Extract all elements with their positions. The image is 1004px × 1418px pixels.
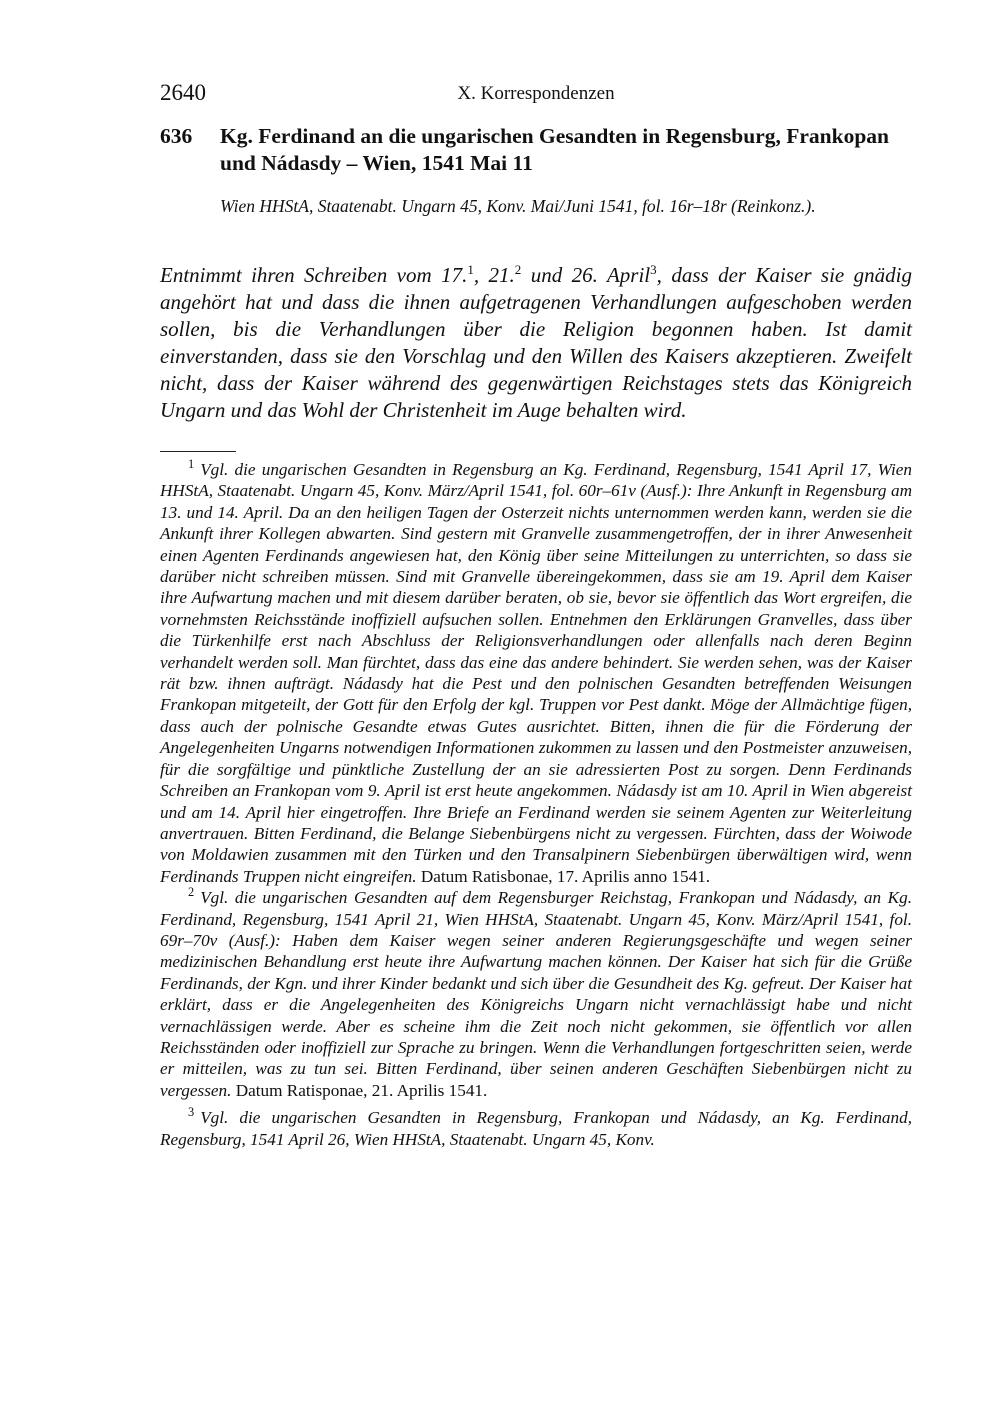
footnote-text: Vgl. die ungarischen Gesandten in Regensburg an Kg. Ferdinand, Regensburg, 1541 April 17, Wien HHStA, Staatenabt. Ungarn 45, Konv. März/April 1541, fol. 60r–61v (Ausf.): Ihre Ankunft in Regensburg am 13. und 14. April. Da an den heiligen Tagen der Osterzeit nichts unternommen werden kann, werden sie die Ankunft ihrer Kollegen abwarten. Sind gestern mit Granvelle zusammengetroffen, der in ihrer Anwesenheit einen Agenten Ferdinands angewiesen hat, den König über seine Mitteilungen zu unterrichten, so dass sie darüber nicht schreiben müssen. Sind mit Granvelle übereingekommen, dass sie am 19. April dem Kaiser ihre Aufwartung machen und mit diesem darüber beraten, ob sie, bevor sie öffentlich das Wort ergreifen, die vornehmsten Reichsstände inoffiziell aufsuchen sollen. Entnehmen den Erklärungen Granvelles, dass über die Türkenhilfe erst nach Abschluss der Religionsverhandlungen oder allenfalls nach deren Beginn verhandelt werden soll. Man fürchtet, dass das eine das andere behindert. Sie werden sehen, was der Kaiser rät bzw. ihnen aufträgt. Nádasdy hat die Pest und den polnischen Gesandten betreffenden Weisungen Frankopan mitgeteilt, der Gott für den Erfolg der kgl. Truppen vor Pest dankt. Möge der Allmächtige fügen, dass auch der polnische Gesandte etwas Gutes ausrichtet. Bitten, ihnen die für die Förderung der Angelegenheiten Ungarns notwendigen Informationen zukommen zu lassen und den Postmeister anzuweisen, für die sorgfältige und pünktliche Zustellung der an sie adressierten Post zu sorgen. Denn Ferdinands Schreiben an Frankopan vom 9. April ist erst heute angekommen. Nádasdy ist am 10. April in Wien abgereist und am 14. April hier eingetroffen. Ihre Briefe an Ferdinand werden sie seinem Agenten zur Weiterleitung anvertrauen. Bitten Ferdinand, die Belange Siebenbürgens nicht zu vergessen. Fürchten, dass der Woiwode von Moldawien zusammen mit den Türken und den Transalpinern Siebenbürgen überwältigen wird, wenn Ferdinands Truppen nicht eingreifen.	[160, 460, 912, 886]
footnote-divider	[160, 451, 236, 452]
footnote-marker: 1	[188, 457, 195, 472]
footnote-ref-1[interactable]: 1	[467, 262, 474, 277]
document-title: Kg. Ferdinand an die ungarischen Gesandten in Regensburg, Frankopan und Nádasdy – Wien, 1541 Mai 11	[220, 124, 890, 175]
footnote-2	[160, 887, 912, 1101]
footnote-text: Vgl. die ungarischen Gesandten in Regensburg, Frankopan und Nádasdy, an Kg. Ferdinand, Regensburg, 1541 April 26, Wien HHStA, Staatenabt. Ungarn 45, Konv.	[160, 1108, 912, 1149]
document-number: 636	[160, 124, 193, 148]
footnote-dating: Datum Ratisponae, 21. Aprilis 1541.	[235, 1080, 488, 1100]
running-title: X. Korrespondenzen	[457, 83, 615, 104]
page-number: 2640	[160, 80, 206, 105]
footnote-text: Vgl. die ungarischen Gesandten auf dem Regensburger Reichstag, Frankopan und Nádasdy, an Kg. Ferdinand, Regensburg, 1541 April 21, Wien HHStA, Staatenabt. Ungarn 45, Konv. März/April 1541, fol. 69r–70v (Ausf.): Haben dem Kaiser wegen seiner anderen Regierungsgeschäfte und wegen seiner medizinischen Behandlung erst heute ihre Aufwartung machen können. Der Kaiser hat sich für die Grüße Ferdinands, der Kgn. und ihrer Kinder bedankt und sich über die Gesundheit des Kg. gefreut. Der Kaiser hat erklärt, dass er die Angelegenheiten des Königreichs Ungarn nicht vernachlässigt habe und nicht vernachlässigen werde. Aber es scheine ihm die Zeit noch nicht gekommen, sie öffentlich vor allen Reichsständen oder inoffiziell zur Sprache zu bringen. Wenn die Verhandlungen fortgeschritten seien, werde er mitteilen, was zu tun sei. Bitten Ferdinand, über seinen anderen Geschäften Siebenbürgen nicht zu vergessen.	[160, 888, 912, 1100]
regest-text: Entnimmt ihren Schreiben vom 17.	[160, 263, 468, 287]
regest-paragraph	[160, 262, 912, 424]
footnote-1	[160, 459, 912, 887]
source-note: Wien HHStA, Staatenabt. Ungarn 45, Konv. Mai/Juni 1541, fol. 16r–18r (Reinkonz.).	[220, 196, 816, 216]
footnote-marker: 3	[188, 1105, 195, 1120]
footnote-dating: Datum Ratisbonae, 17. Aprilis anno 1541.	[420, 866, 711, 886]
footnote-ref-2[interactable]: 2	[514, 262, 522, 277]
regest-text: und 26. April	[521, 263, 651, 287]
footnotes	[160, 459, 912, 1150]
footnote-3	[160, 1107, 912, 1150]
footnote-ref-3[interactable]: 3	[650, 262, 657, 277]
regest-text: , 21.	[473, 263, 515, 287]
regest-text: , dass der Kaiser sie gnädig angehört hat und dass die ihnen aufgetragenen Verhandlungen aufgeschoben werden sollen, bis die Verhandlungen über die Religion begonnen haben. Ist damit einverstanden, dass sie den Vorschlag und den Willen des Kaisers akzeptieren. Zweifelt nicht, dass der Kaiser während des gegenwärtigen Reichstages stets das Königreich Ungarn und das Wohl der Christenheit im Auge behalten wird.	[160, 263, 913, 422]
running-head	[160, 80, 912, 108]
footnote-marker: 2	[188, 885, 195, 900]
